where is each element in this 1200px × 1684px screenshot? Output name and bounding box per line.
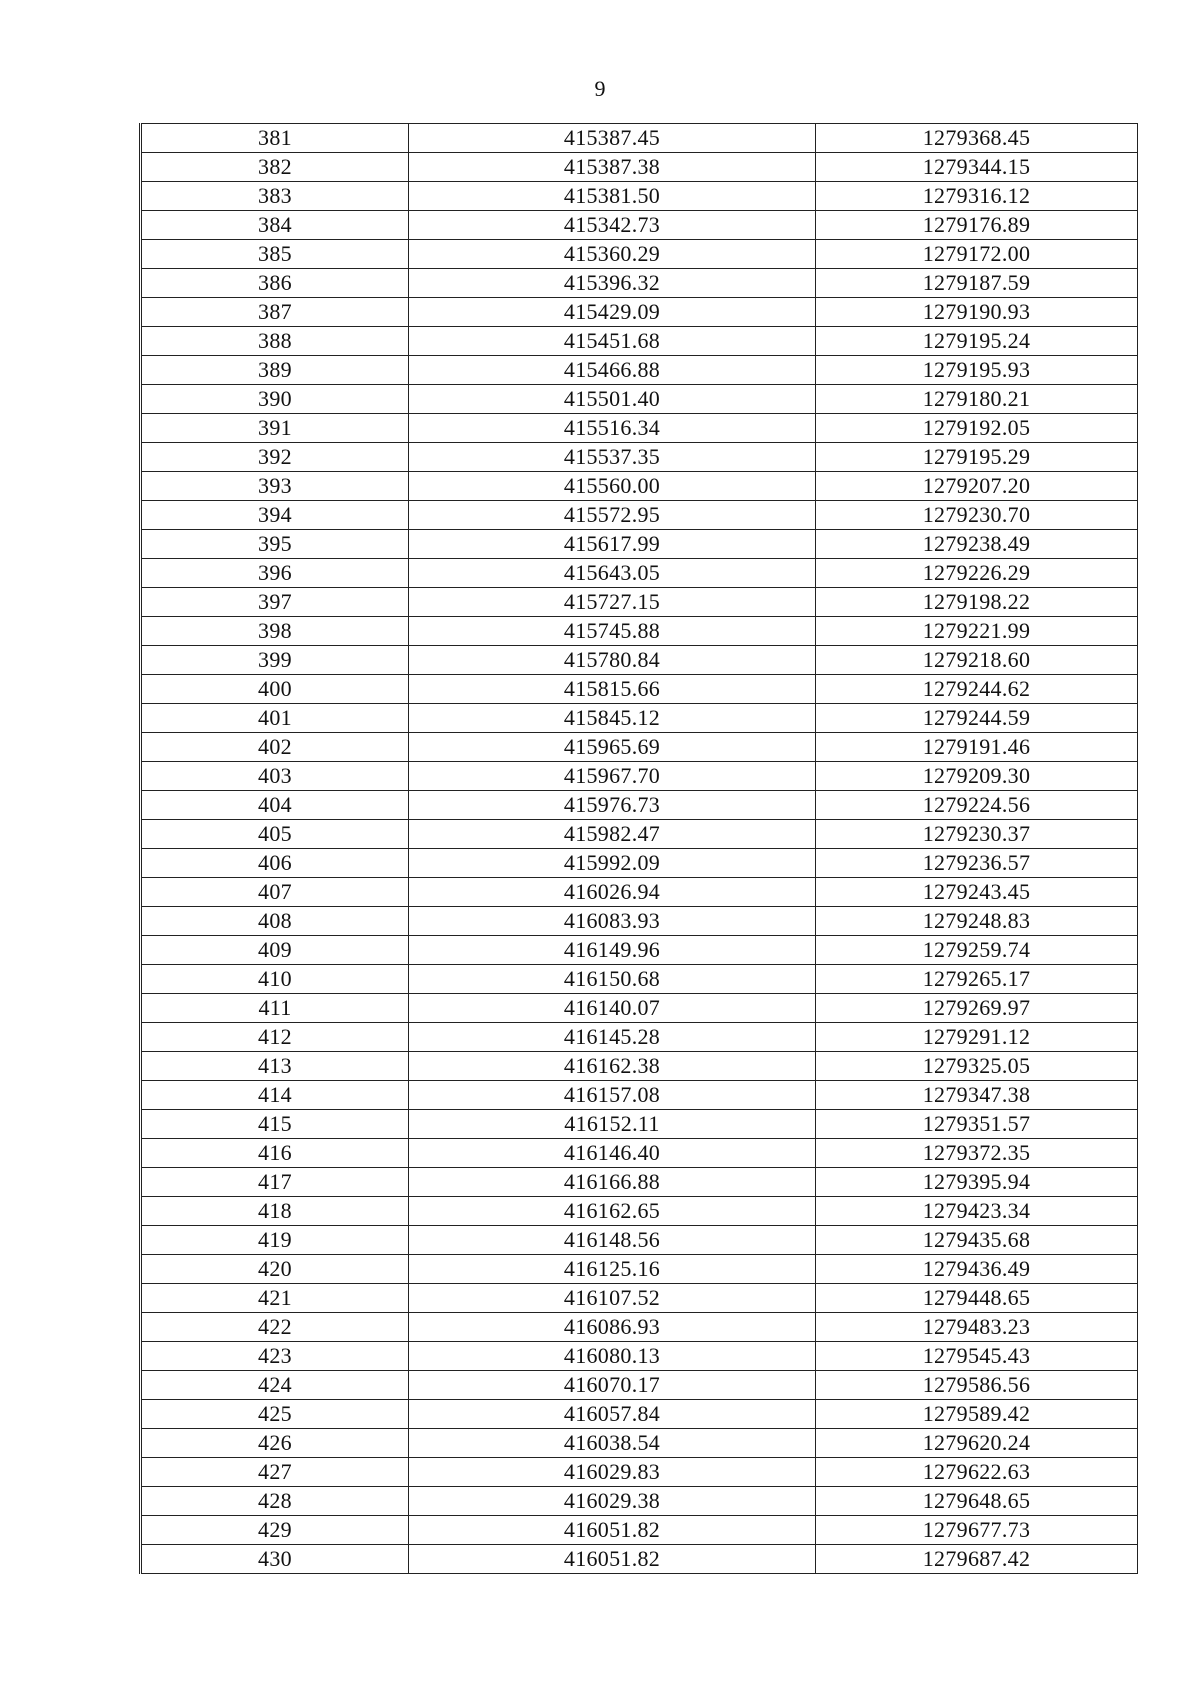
y-coordinate-cell: 1279198.22	[816, 588, 1138, 617]
y-coordinate-cell: 1279677.73	[816, 1516, 1138, 1545]
y-coordinate-cell: 1279395.94	[816, 1168, 1138, 1197]
table-row	[141, 994, 1138, 1023]
y-coordinate-cell: 1279221.99	[816, 617, 1138, 646]
x-coordinate-cell: 415780.84	[409, 646, 816, 675]
y-coordinate-cell: 1279190.93	[816, 298, 1138, 327]
point-number-cell: 412	[141, 1023, 409, 1052]
x-coordinate-cell: 415360.29	[409, 240, 816, 269]
point-number-cell: 423	[141, 1342, 409, 1371]
table-row	[141, 501, 1138, 530]
x-coordinate-cell: 415429.09	[409, 298, 816, 327]
point-number-cell: 410	[141, 965, 409, 994]
y-coordinate-cell: 1279622.63	[816, 1458, 1138, 1487]
point-number-cell: 398	[141, 617, 409, 646]
x-coordinate-cell: 415451.68	[409, 327, 816, 356]
point-number-cell: 426	[141, 1429, 409, 1458]
point-number-cell: 400	[141, 675, 409, 704]
x-coordinate-cell: 415387.45	[409, 124, 816, 153]
x-coordinate-cell: 416026.94	[409, 878, 816, 907]
x-coordinate-cell: 416162.65	[409, 1197, 816, 1226]
x-coordinate-cell: 416107.52	[409, 1284, 816, 1313]
table-row	[141, 704, 1138, 733]
y-coordinate-cell: 1279259.74	[816, 936, 1138, 965]
y-coordinate-cell: 1279586.56	[816, 1371, 1138, 1400]
y-coordinate-cell: 1279687.42	[816, 1545, 1138, 1574]
table-row	[141, 936, 1138, 965]
table-row	[141, 1226, 1138, 1255]
x-coordinate-cell: 416148.56	[409, 1226, 816, 1255]
point-number-cell: 405	[141, 820, 409, 849]
point-number-cell: 384	[141, 211, 409, 240]
y-coordinate-cell: 1279483.23	[816, 1313, 1138, 1342]
page-number: 9	[594, 76, 606, 101]
x-coordinate-cell: 415381.50	[409, 182, 816, 211]
point-number-cell: 394	[141, 501, 409, 530]
table-row	[141, 356, 1138, 385]
table-row	[141, 1429, 1138, 1458]
point-number-cell: 427	[141, 1458, 409, 1487]
table-row	[141, 414, 1138, 443]
point-number-cell: 396	[141, 559, 409, 588]
point-number-cell: 382	[141, 153, 409, 182]
y-coordinate-cell: 1279436.49	[816, 1255, 1138, 1284]
y-coordinate-cell: 1279545.43	[816, 1342, 1138, 1371]
x-coordinate-cell: 416145.28	[409, 1023, 816, 1052]
point-number-cell: 411	[141, 994, 409, 1023]
x-coordinate-cell: 415845.12	[409, 704, 816, 733]
table-row	[141, 588, 1138, 617]
point-number-cell: 421	[141, 1284, 409, 1313]
point-number-cell: 391	[141, 414, 409, 443]
point-number-cell: 415	[141, 1110, 409, 1139]
table-row	[141, 1081, 1138, 1110]
point-number-cell: 419	[141, 1226, 409, 1255]
point-number-cell: 390	[141, 385, 409, 414]
x-coordinate-cell: 416162.38	[409, 1052, 816, 1081]
y-coordinate-cell: 1279195.93	[816, 356, 1138, 385]
x-coordinate-cell: 416166.88	[409, 1168, 816, 1197]
x-coordinate-cell: 416146.40	[409, 1139, 816, 1168]
y-coordinate-cell: 1279344.15	[816, 153, 1138, 182]
x-coordinate-cell: 415976.73	[409, 791, 816, 820]
point-number-cell: 397	[141, 588, 409, 617]
x-coordinate-cell: 416149.96	[409, 936, 816, 965]
point-number-cell: 388	[141, 327, 409, 356]
point-number-cell: 393	[141, 472, 409, 501]
x-coordinate-cell: 416029.83	[409, 1458, 816, 1487]
point-number-cell: 386	[141, 269, 409, 298]
point-number-cell: 381	[141, 124, 409, 153]
x-coordinate-cell: 416086.93	[409, 1313, 816, 1342]
y-coordinate-cell: 1279209.30	[816, 762, 1138, 791]
table-row	[141, 1052, 1138, 1081]
y-coordinate-cell: 1279243.45	[816, 878, 1138, 907]
point-number-cell: 422	[141, 1313, 409, 1342]
x-coordinate-cell: 416029.38	[409, 1487, 816, 1516]
point-number-cell: 395	[141, 530, 409, 559]
table-row	[141, 878, 1138, 907]
y-coordinate-cell: 1279265.17	[816, 965, 1138, 994]
table-row	[141, 559, 1138, 588]
table-row	[141, 849, 1138, 878]
table-row	[141, 153, 1138, 182]
y-coordinate-cell: 1279589.42	[816, 1400, 1138, 1429]
table-row	[141, 907, 1138, 936]
table-row	[141, 820, 1138, 849]
x-coordinate-cell: 415501.40	[409, 385, 816, 414]
x-coordinate-cell: 416057.84	[409, 1400, 816, 1429]
y-coordinate-cell: 1279248.83	[816, 907, 1138, 936]
table-row	[141, 1255, 1138, 1284]
y-coordinate-cell: 1279191.46	[816, 733, 1138, 762]
table-row	[141, 762, 1138, 791]
x-coordinate-cell: 415537.35	[409, 443, 816, 472]
table-row	[141, 1545, 1138, 1574]
y-coordinate-cell: 1279372.35	[816, 1139, 1138, 1168]
x-coordinate-cell: 415815.66	[409, 675, 816, 704]
y-coordinate-cell: 1279195.29	[816, 443, 1138, 472]
table-row	[141, 733, 1138, 762]
table-row	[141, 965, 1138, 994]
table-row	[141, 1313, 1138, 1342]
y-coordinate-cell: 1279195.24	[816, 327, 1138, 356]
point-number-cell: 429	[141, 1516, 409, 1545]
x-coordinate-cell: 416125.16	[409, 1255, 816, 1284]
table-row	[141, 1458, 1138, 1487]
x-coordinate-cell: 416150.68	[409, 965, 816, 994]
x-coordinate-cell: 416157.08	[409, 1081, 816, 1110]
point-number-cell: 408	[141, 907, 409, 936]
table-row	[141, 1197, 1138, 1226]
point-number-cell: 392	[141, 443, 409, 472]
point-number-cell: 420	[141, 1255, 409, 1284]
x-coordinate-cell: 415516.34	[409, 414, 816, 443]
x-coordinate-cell: 416080.13	[409, 1342, 816, 1371]
x-coordinate-cell: 416083.93	[409, 907, 816, 936]
y-coordinate-cell: 1279187.59	[816, 269, 1138, 298]
table-row	[141, 1371, 1138, 1400]
x-coordinate-cell: 415967.70	[409, 762, 816, 791]
table-row	[141, 182, 1138, 211]
table-row	[141, 385, 1138, 414]
table-row	[141, 530, 1138, 559]
point-number-cell: 425	[141, 1400, 409, 1429]
table-row	[141, 1168, 1138, 1197]
x-coordinate-cell: 415617.99	[409, 530, 816, 559]
y-coordinate-cell: 1279448.65	[816, 1284, 1138, 1313]
table-row	[141, 240, 1138, 269]
table-row	[141, 1023, 1138, 1052]
point-number-cell: 418	[141, 1197, 409, 1226]
y-coordinate-cell: 1279368.45	[816, 124, 1138, 153]
y-coordinate-cell: 1279218.60	[816, 646, 1138, 675]
x-coordinate-cell: 415727.15	[409, 588, 816, 617]
y-coordinate-cell: 1279176.89	[816, 211, 1138, 240]
point-number-cell: 401	[141, 704, 409, 733]
y-coordinate-cell: 1279316.12	[816, 182, 1138, 211]
point-number-cell: 383	[141, 182, 409, 211]
table-row	[141, 617, 1138, 646]
x-coordinate-cell: 416070.17	[409, 1371, 816, 1400]
x-coordinate-cell: 415466.88	[409, 356, 816, 385]
y-coordinate-cell: 1279244.59	[816, 704, 1138, 733]
y-coordinate-cell: 1279291.12	[816, 1023, 1138, 1052]
table-row	[141, 269, 1138, 298]
y-coordinate-cell: 1279236.57	[816, 849, 1138, 878]
table-row	[141, 211, 1138, 240]
y-coordinate-cell: 1279269.97	[816, 994, 1138, 1023]
point-number-cell: 389	[141, 356, 409, 385]
y-coordinate-cell: 1279351.57	[816, 1110, 1138, 1139]
coordinate-table	[139, 123, 1138, 1574]
point-number-cell: 417	[141, 1168, 409, 1197]
table-row	[141, 443, 1138, 472]
point-number-cell: 428	[141, 1487, 409, 1516]
point-number-cell: 387	[141, 298, 409, 327]
y-coordinate-cell: 1279172.00	[816, 240, 1138, 269]
x-coordinate-cell: 415745.88	[409, 617, 816, 646]
point-number-cell: 406	[141, 849, 409, 878]
x-coordinate-cell: 415572.95	[409, 501, 816, 530]
x-coordinate-cell: 415396.32	[409, 269, 816, 298]
y-coordinate-cell: 1279325.05	[816, 1052, 1138, 1081]
y-coordinate-cell: 1279230.70	[816, 501, 1138, 530]
y-coordinate-cell: 1279226.29	[816, 559, 1138, 588]
point-number-cell: 403	[141, 762, 409, 791]
x-coordinate-cell: 415560.00	[409, 472, 816, 501]
y-coordinate-cell: 1279224.56	[816, 791, 1138, 820]
y-coordinate-cell: 1279620.24	[816, 1429, 1138, 1458]
point-number-cell: 399	[141, 646, 409, 675]
table-row	[141, 298, 1138, 327]
table-row	[141, 791, 1138, 820]
table-row	[141, 1516, 1138, 1545]
table-row	[141, 1342, 1138, 1371]
x-coordinate-cell: 416051.82	[409, 1545, 816, 1574]
point-number-cell: 407	[141, 878, 409, 907]
x-coordinate-cell: 415982.47	[409, 820, 816, 849]
point-number-cell: 404	[141, 791, 409, 820]
y-coordinate-cell: 1279207.20	[816, 472, 1138, 501]
table-row	[141, 1139, 1138, 1168]
x-coordinate-cell: 415643.05	[409, 559, 816, 588]
point-number-cell: 409	[141, 936, 409, 965]
x-coordinate-cell: 415342.73	[409, 211, 816, 240]
table-row	[141, 124, 1138, 153]
table-row	[141, 472, 1138, 501]
x-coordinate-cell: 415387.38	[409, 153, 816, 182]
y-coordinate-cell: 1279192.05	[816, 414, 1138, 443]
point-number-cell: 430	[141, 1545, 409, 1574]
x-coordinate-cell: 415965.69	[409, 733, 816, 762]
y-coordinate-cell: 1279423.34	[816, 1197, 1138, 1226]
table-body	[141, 124, 1138, 1574]
x-coordinate-cell: 415992.09	[409, 849, 816, 878]
point-number-cell: 402	[141, 733, 409, 762]
table-row	[141, 1284, 1138, 1313]
table-row	[141, 1487, 1138, 1516]
x-coordinate-cell: 416051.82	[409, 1516, 816, 1545]
x-coordinate-cell: 416152.11	[409, 1110, 816, 1139]
x-coordinate-cell: 416140.07	[409, 994, 816, 1023]
table-row	[141, 327, 1138, 356]
y-coordinate-cell: 1279347.38	[816, 1081, 1138, 1110]
point-number-cell: 424	[141, 1371, 409, 1400]
y-coordinate-cell: 1279180.21	[816, 385, 1138, 414]
y-coordinate-cell: 1279230.37	[816, 820, 1138, 849]
table-row	[141, 1110, 1138, 1139]
y-coordinate-cell: 1279244.62	[816, 675, 1138, 704]
y-coordinate-cell: 1279648.65	[816, 1487, 1138, 1516]
table-row	[141, 675, 1138, 704]
point-number-cell: 414	[141, 1081, 409, 1110]
point-number-cell: 385	[141, 240, 409, 269]
point-number-cell: 416	[141, 1139, 409, 1168]
table-row	[141, 1400, 1138, 1429]
y-coordinate-cell: 1279238.49	[816, 530, 1138, 559]
y-coordinate-cell: 1279435.68	[816, 1226, 1138, 1255]
x-coordinate-cell: 416038.54	[409, 1429, 816, 1458]
point-number-cell: 413	[141, 1052, 409, 1081]
table-row	[141, 646, 1138, 675]
